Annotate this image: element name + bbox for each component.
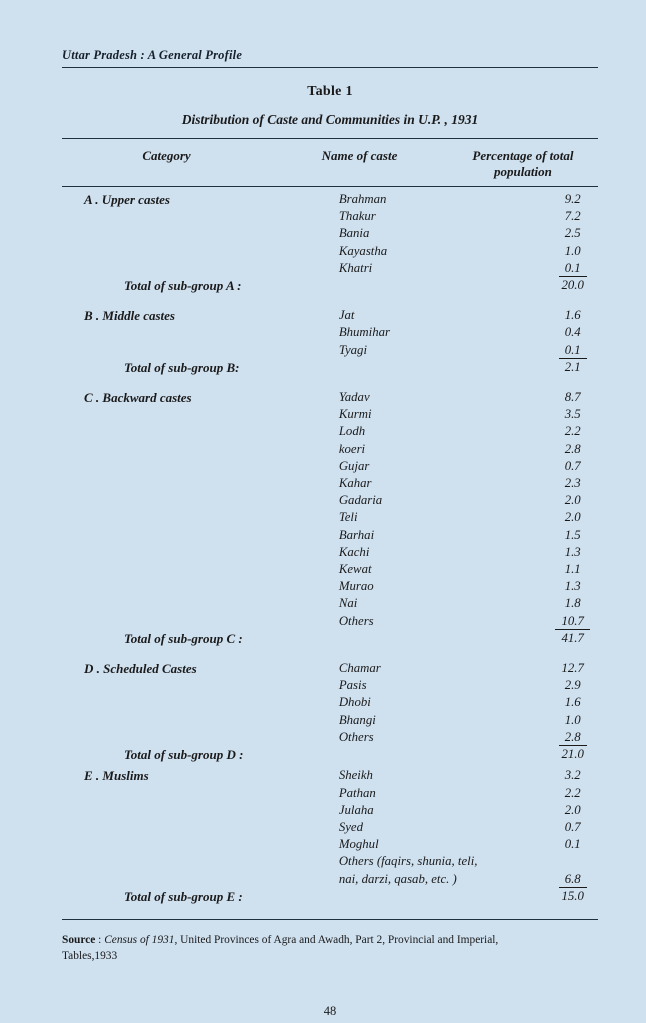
empty-category xyxy=(62,694,329,711)
table-row xyxy=(62,544,598,561)
subtotal-value: 15.0 xyxy=(561,888,584,903)
group-label: A . Upper castes xyxy=(84,192,170,207)
table-row xyxy=(62,729,598,746)
caste-percentage xyxy=(547,260,598,277)
table-row xyxy=(62,441,598,458)
caste-name: Kachi xyxy=(338,544,370,559)
caste-name: Kurmi xyxy=(338,407,372,422)
caste-percentage: 2.3 xyxy=(564,476,581,491)
source-citation-title: Census of 1931 xyxy=(104,933,175,946)
empty-category xyxy=(62,871,329,888)
caste-name: Thakur xyxy=(338,209,376,224)
caste-name: Kahar xyxy=(338,476,372,491)
caste-percentage: 1.6 xyxy=(564,308,581,323)
empty-category xyxy=(62,729,329,746)
caste-percentage: 2.2 xyxy=(564,424,581,439)
table-row xyxy=(62,509,598,526)
table-row xyxy=(62,527,598,544)
caste-percentage xyxy=(547,729,598,746)
caste-percentage: 3.5 xyxy=(564,407,581,422)
table-row xyxy=(62,802,598,819)
empty-category xyxy=(62,260,329,277)
caste-distribution-body xyxy=(62,187,598,905)
empty-name xyxy=(329,630,548,647)
source-label: Source xyxy=(62,933,96,946)
table-row xyxy=(62,208,598,225)
subtotal-value: 21.0 xyxy=(561,747,584,762)
empty-category xyxy=(62,595,329,612)
spacer-row xyxy=(62,294,598,307)
subtotal-row xyxy=(62,630,598,647)
column-header-percentage-line2: population xyxy=(494,164,552,179)
header-rule xyxy=(62,67,598,68)
column-header-name: Name of caste xyxy=(321,148,398,163)
page-number: 48 xyxy=(323,1003,337,1018)
table-row xyxy=(62,492,598,509)
table-number: Table 1 xyxy=(307,84,353,99)
caste-name: Dhobi xyxy=(338,695,371,710)
caste-percentage-value: 6.8 xyxy=(559,872,587,888)
empty-category xyxy=(62,677,329,694)
caste-percentage xyxy=(547,613,598,630)
empty-category xyxy=(62,544,329,561)
table-row xyxy=(62,475,598,492)
subtotal-label: Total of sub-group B: xyxy=(124,359,240,375)
subtotal-label: Total of sub-group C : xyxy=(124,630,243,646)
caste-name: Chamar xyxy=(338,661,381,676)
table-row xyxy=(62,660,598,677)
caste-name: Brahman xyxy=(338,192,387,206)
caste-name: Gujar xyxy=(338,458,370,473)
table-row xyxy=(62,260,598,277)
empty-category xyxy=(62,406,329,423)
table-row xyxy=(62,458,598,475)
empty-category xyxy=(62,785,329,802)
caste-name: Others xyxy=(338,613,374,628)
caste-percentage: 1.8 xyxy=(564,596,581,611)
caste-name: Gadaria xyxy=(338,493,383,508)
empty-category xyxy=(62,423,329,440)
table-row xyxy=(62,389,598,406)
empty-category xyxy=(62,243,329,260)
spacer-row xyxy=(62,647,598,660)
empty-category xyxy=(62,613,329,630)
table-row xyxy=(62,694,598,711)
subtotal-label: Total of sub-group A : xyxy=(124,278,242,294)
group-label: B . Middle castes xyxy=(84,308,175,324)
empty-category xyxy=(62,802,329,819)
caste-name: Jat xyxy=(338,308,355,323)
table-bottom-rule xyxy=(62,919,598,920)
caste-name: Bania xyxy=(338,226,370,241)
empty-name xyxy=(329,359,548,376)
caste-name: Julaha xyxy=(338,802,374,817)
caste-percentage: 2.0 xyxy=(564,510,581,525)
table-row xyxy=(62,595,598,612)
subtotal-value: 20.0 xyxy=(561,278,584,293)
caste-percentage-value: 2.8 xyxy=(559,730,587,746)
caste-percentage: 1.1 xyxy=(564,562,581,577)
subtotal-row xyxy=(62,277,598,294)
caste-name: Others xyxy=(338,729,374,744)
source-note xyxy=(62,932,598,964)
caste-name: Bhangi xyxy=(338,712,376,727)
caste-percentage: 3.2 xyxy=(564,768,581,783)
caste-name: Pasis xyxy=(338,678,367,693)
table-row xyxy=(62,871,598,888)
empty-category xyxy=(62,475,329,492)
subtotal-label: Total of sub-group D : xyxy=(124,747,244,763)
table-head xyxy=(62,141,598,186)
caste-name: Khatri xyxy=(338,260,373,275)
empty-category xyxy=(62,527,329,544)
caste-percentage: 8.7 xyxy=(564,390,581,405)
caste-percentage: 2.5 xyxy=(564,226,581,241)
caste-percentage: 1.3 xyxy=(564,544,581,559)
caste-percentage: 0.7 xyxy=(564,458,581,473)
table-row xyxy=(62,712,598,729)
caste-name: Yadav xyxy=(338,390,370,405)
empty-name xyxy=(329,888,548,905)
empty-category xyxy=(62,324,329,341)
table-row xyxy=(62,819,598,836)
empty-category xyxy=(62,492,329,509)
caste-name: koeri xyxy=(338,441,366,456)
subtotal-row xyxy=(62,746,598,763)
table-wrapper xyxy=(62,141,598,186)
caste-percentage-value: 0.1 xyxy=(559,261,587,277)
group-label: E . Muslims xyxy=(84,768,149,784)
empty-category xyxy=(62,509,329,526)
table-row xyxy=(62,853,598,870)
table-top-rule xyxy=(62,138,598,139)
table-row xyxy=(62,677,598,694)
empty-category xyxy=(62,819,329,836)
caste-percentage xyxy=(547,853,598,870)
empty-category xyxy=(62,712,329,729)
table-row xyxy=(62,767,598,784)
table-header-row xyxy=(62,141,598,186)
empty-category xyxy=(62,441,329,458)
table-row xyxy=(62,307,598,324)
caste-percentage: 2.0 xyxy=(564,802,581,817)
caste-percentage xyxy=(547,871,598,888)
caste-percentage: 1.0 xyxy=(564,712,581,727)
caste-percentage: 2.9 xyxy=(564,678,581,693)
group-label: D . Scheduled Castes xyxy=(84,661,197,677)
caste-name: Kayastha xyxy=(338,243,388,258)
table-row xyxy=(62,613,598,630)
table-row xyxy=(62,225,598,242)
caste-name: Kewat xyxy=(338,562,372,577)
empty-name xyxy=(329,746,548,763)
table-row xyxy=(62,324,598,341)
caste-name: Syed xyxy=(338,819,363,834)
table-row xyxy=(62,406,598,423)
caste-percentage: 1.5 xyxy=(564,527,581,542)
caste-name: Nai xyxy=(338,596,358,611)
caste-percentage: 2.0 xyxy=(564,493,581,508)
caste-percentage: 1.0 xyxy=(564,243,581,258)
caste-percentage: 0.4 xyxy=(564,325,581,340)
caste-distribution-table xyxy=(62,141,598,186)
empty-category xyxy=(62,853,329,870)
caste-name-continuation: nai, darzi, qasab, etc. ) xyxy=(338,871,457,886)
table-row xyxy=(62,191,598,208)
table-row xyxy=(62,578,598,595)
caste-name: Pathan xyxy=(338,785,376,800)
column-header-category: Category xyxy=(142,148,191,163)
table-row xyxy=(62,423,598,440)
caste-percentage: 2.8 xyxy=(564,441,581,456)
caste-name: Tyagi xyxy=(338,342,368,357)
source-citation-rest: , United Provinces of Agra and Awadh, Part 2, Provincial and Imperial, xyxy=(174,933,499,946)
empty-category xyxy=(62,836,329,853)
subtotal-value: 2.1 xyxy=(564,359,581,374)
caste-name: Others (faqirs, shunia, teli, xyxy=(338,854,478,869)
caste-percentage xyxy=(547,342,598,359)
table-body xyxy=(62,187,598,905)
table-caption: Distribution of Caste and Communities in U.P. , 1931 xyxy=(181,112,479,127)
table-row xyxy=(62,342,598,359)
caste-name: Bhumihar xyxy=(338,325,391,340)
column-header-percentage xyxy=(448,141,598,186)
caste-name: Barhai xyxy=(338,527,375,542)
caste-name: Moghul xyxy=(338,837,379,852)
caste-percentage: 9.2 xyxy=(564,192,581,206)
subtotal-label: Total of sub-group E : xyxy=(124,888,243,904)
caste-percentage: 1.3 xyxy=(564,579,581,594)
table-row xyxy=(62,243,598,260)
empty-name xyxy=(329,277,548,294)
caste-percentage-value: 0.1 xyxy=(559,343,587,359)
source-line-2: Tables,1933 xyxy=(62,949,118,962)
empty-category xyxy=(62,225,329,242)
group-label: C . Backward castes xyxy=(84,390,192,406)
subtotal-row xyxy=(62,888,598,905)
caste-name: Sheikh xyxy=(338,768,373,783)
caste-percentage: 0.1 xyxy=(564,837,581,852)
empty-category xyxy=(62,458,329,475)
caste-name: Murao xyxy=(338,579,374,594)
spacer-row xyxy=(62,376,598,389)
table-row xyxy=(62,561,598,578)
caste-percentage-value: 10.7 xyxy=(555,614,589,630)
caste-percentage: 12.7 xyxy=(561,661,584,676)
table-row xyxy=(62,785,598,802)
caste-name: Lodh xyxy=(338,424,366,439)
empty-category xyxy=(62,208,329,225)
caste-percentage: 2.2 xyxy=(564,785,581,800)
empty-category xyxy=(62,561,329,578)
source-colon: : xyxy=(95,933,105,946)
subtotal-row xyxy=(62,359,598,376)
subtotal-value: 41.7 xyxy=(561,630,584,645)
running-head: Uttar Pradesh : A General Profile xyxy=(62,48,243,62)
caste-percentage: 1.6 xyxy=(564,695,581,710)
caste-percentage: 7.2 xyxy=(564,209,581,224)
caste-name: Teli xyxy=(338,510,358,525)
empty-category xyxy=(62,342,329,359)
caste-percentage: 0.7 xyxy=(564,819,581,834)
empty-category xyxy=(62,578,329,595)
column-header-percentage-line1: Percentage of total xyxy=(472,148,574,163)
table-row xyxy=(62,836,598,853)
